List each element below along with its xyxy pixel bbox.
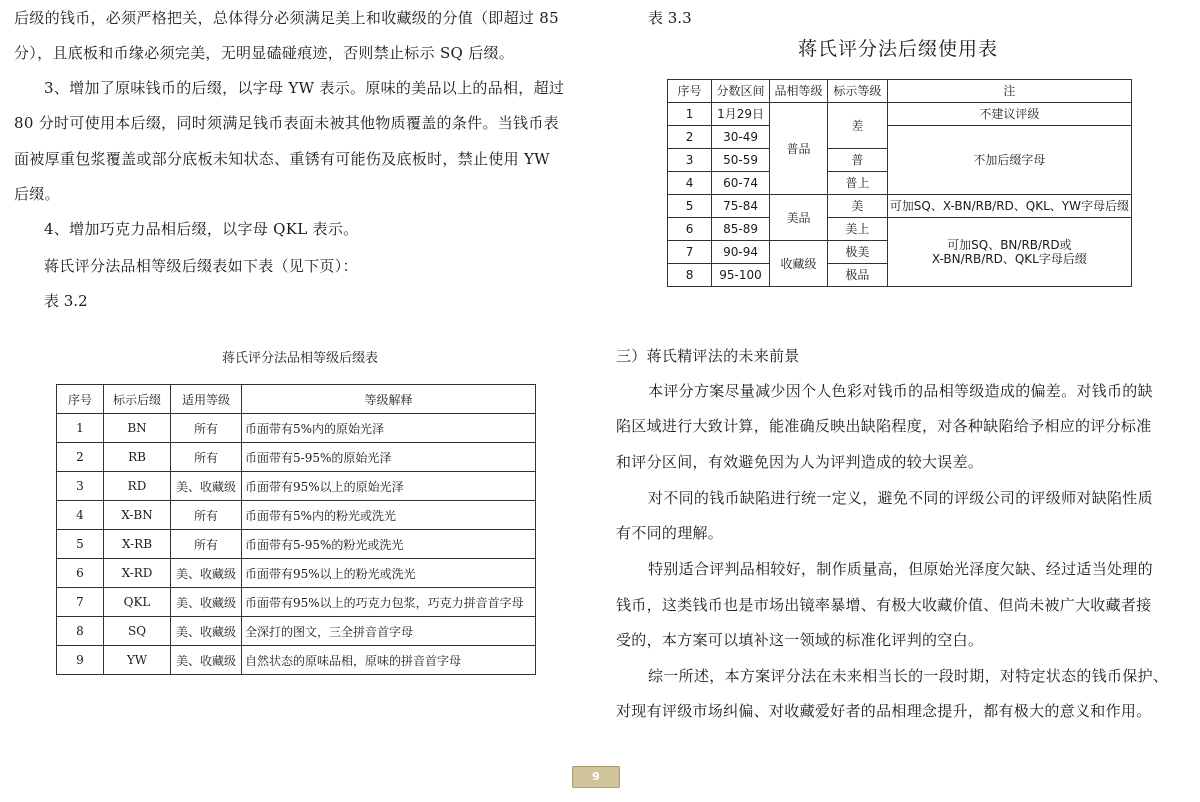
table-cell: 美、收藏级 (171, 472, 242, 501)
table-row (57, 414, 536, 443)
body-text-line: 有不同的理解。 (616, 524, 724, 542)
table-cell: 所有 (171, 414, 242, 443)
table-cell: X-RB (104, 530, 171, 559)
table-cell: 普上 (828, 172, 888, 195)
table-cell: 差 (828, 103, 888, 149)
table-cell: 美 (828, 195, 888, 218)
body-text-line: 对现有评级市场纠偏、对收藏爱好者的品相理念提升，都有极大的意义和作用。 (616, 702, 1152, 720)
table-cell (887, 218, 1131, 287)
table-cell: 所有 (171, 443, 242, 472)
table-cell: 币面带有5%内的粉光或洗光 (242, 501, 536, 530)
table-cell: 2 (57, 443, 104, 472)
table-cell: YW (104, 646, 171, 675)
table-cell: QKL (104, 588, 171, 617)
table-cell: 币面带有5-95%的原始光泽 (242, 443, 536, 472)
table-cell: 5 (57, 530, 104, 559)
table-cell: 自然状态的原味品相，原味的拼音首字母 (242, 646, 536, 675)
table-cell: 1月29日 (712, 103, 770, 126)
body-text-line: 蒋氏评分法品相等级后缀表如下表（见下页）： (44, 257, 358, 275)
table-cell: 6 (57, 559, 104, 588)
table-cell: 不建议评级 (887, 103, 1131, 126)
table-cell: 币面带有95%以上的原始光泽 (242, 472, 536, 501)
body-text-line: 后缀。 (14, 185, 60, 203)
table-row (57, 559, 536, 588)
column-header: 标示等级 (828, 80, 888, 103)
table-row (668, 218, 1132, 241)
suffix-grade-table (56, 384, 536, 675)
table-cell: 普品 (770, 103, 828, 195)
table-row (668, 126, 1132, 149)
table-cell: 95-100 (712, 264, 770, 287)
column-header: 序号 (668, 80, 712, 103)
table-cell: 美、收藏级 (171, 646, 242, 675)
note-line: X-BN/RB/RD、QKL字母后缀 (931, 252, 1087, 266)
table-2-caption: 表 3.2 (44, 292, 88, 310)
table-row (668, 195, 1132, 218)
column-header: 品相等级 (770, 80, 828, 103)
table-cell: 美、收藏级 (171, 617, 242, 646)
body-text-line: 后级的钱币，必须严格把关，总体得分必须满足美上和收藏级的分值（即超过 85 (14, 9, 559, 27)
table-cell: 收藏级 (770, 241, 828, 287)
body-text-line: 80 分时可使用本后缀，同时须满足钱币表面未被其他物质覆盖的条件。当钱币表 (14, 114, 559, 132)
table-cell: 全深打的图文，三全拼音首字母 (242, 617, 536, 646)
table-cell: 85-89 (712, 218, 770, 241)
body-text-line: 陷区域进行大致计算，能准确反映出缺陷程度，对各种缺陷给予相应的评分标准 (616, 417, 1152, 435)
table-cell: 50-59 (712, 149, 770, 172)
table-row (57, 646, 536, 675)
table-cell: 1 (668, 103, 712, 126)
table-cell: RB (104, 443, 171, 472)
table-row (57, 443, 536, 472)
table-cell: 极美 (828, 241, 888, 264)
table-cell: 普 (828, 149, 888, 172)
page-number-badge: 9 (572, 766, 620, 788)
body-text-line: 综一所述，本方案评分法在未来相当长的一段时期，对特定状态的钱币保护、 (648, 667, 1169, 685)
table-cell: 7 (668, 241, 712, 264)
table-3-caption: 表 3.3 (648, 9, 692, 27)
table-cell: 美上 (828, 218, 888, 241)
table-cell: BN (104, 414, 171, 443)
table-row (57, 588, 536, 617)
table-2-title: 蒋氏评分法品相等级后缀表 (222, 351, 379, 366)
body-text-line: 对不同的钱币缺陷进行统一定义，避免不同的评级公司的评级师对缺陷性质 (648, 489, 1153, 507)
body-text-line: 特别适合评判品相较好，制作质量高，但原始光泽度欠缺、经过适当处理的 (648, 560, 1153, 578)
table-cell: X-BN (104, 501, 171, 530)
column-header: 序号 (57, 385, 104, 414)
body-text-line: 面被厚重包浆覆盖或部分底板未知状态、重锈有可能伤及底板时，禁止使用 YW (14, 150, 550, 168)
table-row (57, 530, 536, 559)
body-text-line: 受的，本方案可以填补这一领域的标准化评判的空白。 (616, 631, 984, 649)
body-text-line: 和评分区间，有效避免因为人为评判造成的较大误差。 (616, 453, 984, 471)
body-text-line: 分），且底板和币缘必须完美，无明显磕碰痕迹，否则禁止标示 SQ 后缀。 (14, 44, 515, 62)
table-cell: 极品 (828, 264, 888, 287)
table-cell: 币面带有95%以上的粉光或洗光 (242, 559, 536, 588)
column-header: 分数区间 (712, 80, 770, 103)
table-cell: 75-84 (712, 195, 770, 218)
table-header-row (57, 385, 536, 414)
table-cell: SQ (104, 617, 171, 646)
table-cell: 2 (668, 126, 712, 149)
body-text-line: 3、增加了原味钱币的后缀，以字母 YW 表示。原味的美品以上的品相，超过 (44, 79, 565, 97)
table-cell: 币面带有5-95%的粉光或洗光 (242, 530, 536, 559)
table-cell: 90-94 (712, 241, 770, 264)
table-cell: 可加SQ、X-BN/RB/RD、QKL、YW字母后缀 (887, 195, 1131, 218)
table-cell: 美品 (770, 195, 828, 241)
table-cell: 4 (668, 172, 712, 195)
column-header: 等级解释 (242, 385, 536, 414)
table-header-row (668, 80, 1132, 103)
table-cell: 币面带有5%内的原始光泽 (242, 414, 536, 443)
column-header: 标示后缀 (104, 385, 171, 414)
table-row (57, 617, 536, 646)
table-cell: 8 (57, 617, 104, 646)
section-heading: 三）蒋氏精评法的未来前景 (616, 347, 800, 365)
table-cell: 1 (57, 414, 104, 443)
table-row (57, 472, 536, 501)
table-cell: 所有 (171, 530, 242, 559)
table-cell: RD (104, 472, 171, 501)
table-cell: 币面带有95%以上的巧克力包浆，巧克力拼音首字母 (242, 588, 536, 617)
table-cell: 30-49 (712, 126, 770, 149)
table-cell: 9 (57, 646, 104, 675)
table-cell: 所有 (171, 501, 242, 530)
table-cell: 美、收藏级 (171, 559, 242, 588)
table-cell: 3 (668, 149, 712, 172)
table-cell: 60-74 (712, 172, 770, 195)
note-line: 可加SQ、BN/RB/RD或 (947, 238, 1072, 252)
column-header: 注 (887, 80, 1131, 103)
body-text-line: 钱币，这类钱币也是市场出镜率暴增、有极大收藏价值、但尚未被广大收藏者接 (616, 596, 1152, 614)
body-text-line: 本评分方案尽量减少因个人色彩对钱币的品相等级造成的偏差。对钱币的缺 (648, 382, 1153, 400)
table-cell: 8 (668, 264, 712, 287)
column-header: 适用等级 (171, 385, 242, 414)
table-cell: 4 (57, 501, 104, 530)
body-text-line: 4、增加巧克力品相后缀，以字母 QKL 表示。 (44, 220, 359, 238)
table-cell: 6 (668, 218, 712, 241)
table-cell: 7 (57, 588, 104, 617)
table-cell: 3 (57, 472, 104, 501)
suffix-usage-table (667, 79, 1132, 287)
table-row (57, 501, 536, 530)
table-cell: 不加后缀字母 (887, 126, 1131, 195)
table-cell: 美、收藏级 (171, 588, 242, 617)
table-cell: X-RD (104, 559, 171, 588)
table-cell: 5 (668, 195, 712, 218)
table-3-title: 蒋氏评分法后缀使用表 (798, 38, 999, 60)
table-row (668, 103, 1132, 126)
